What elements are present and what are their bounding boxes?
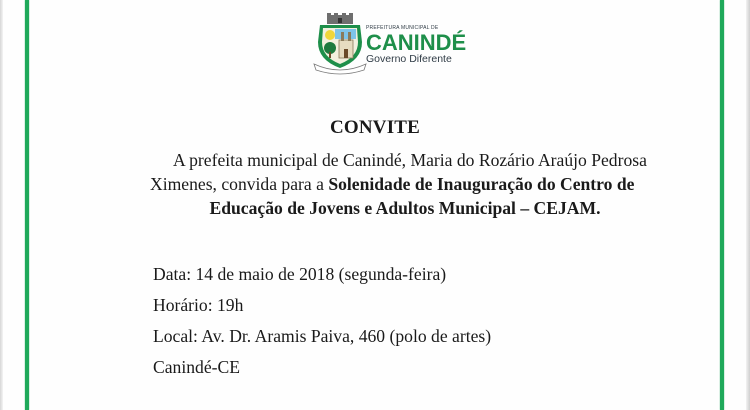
prefeitura-caninde-logo <box>312 12 472 76</box>
municipal-coat-of-arms-icon <box>312 12 368 76</box>
event-location: Local: Av. Dr. Aramis Paiva, 460 (polo de artes) <box>153 326 492 346</box>
event-time: Horário: 19h <box>153 295 244 315</box>
paragraph-line-2-regular: Ximenes, convida para a <box>150 174 329 194</box>
event-name-part-2: Educação de Jovens e Adultos Municipal – CEJAM. <box>209 198 601 218</box>
logo-wordmark <box>366 25 476 65</box>
green-border-left <box>25 0 29 410</box>
invitation-title: CONVITE <box>329 117 421 138</box>
invitation-paragraph <box>150 148 710 220</box>
green-border-right <box>720 0 724 410</box>
paragraph-line-2 <box>150 172 710 196</box>
event-city: Canindé-CE <box>153 357 240 377</box>
logo-city-name: CANINDÉ <box>366 30 467 55</box>
page-shadow-right <box>746 0 750 410</box>
event-details <box>153 262 491 386</box>
logo-caption: PREFEITURA MUNICIPAL DE <box>366 25 439 31</box>
event-date: Data: 14 de maio de 2018 (segunda-feira) <box>153 264 447 284</box>
paragraph-line-1: A prefeita municipal de Canindé, Maria do Rozário Araújo Pedrosa <box>173 150 647 170</box>
event-name-part-1: Solenidade de Inauguração do Centro de <box>328 174 635 194</box>
page-shadow-left <box>0 0 3 410</box>
logo-tagline: Governo Diferente <box>366 53 452 65</box>
